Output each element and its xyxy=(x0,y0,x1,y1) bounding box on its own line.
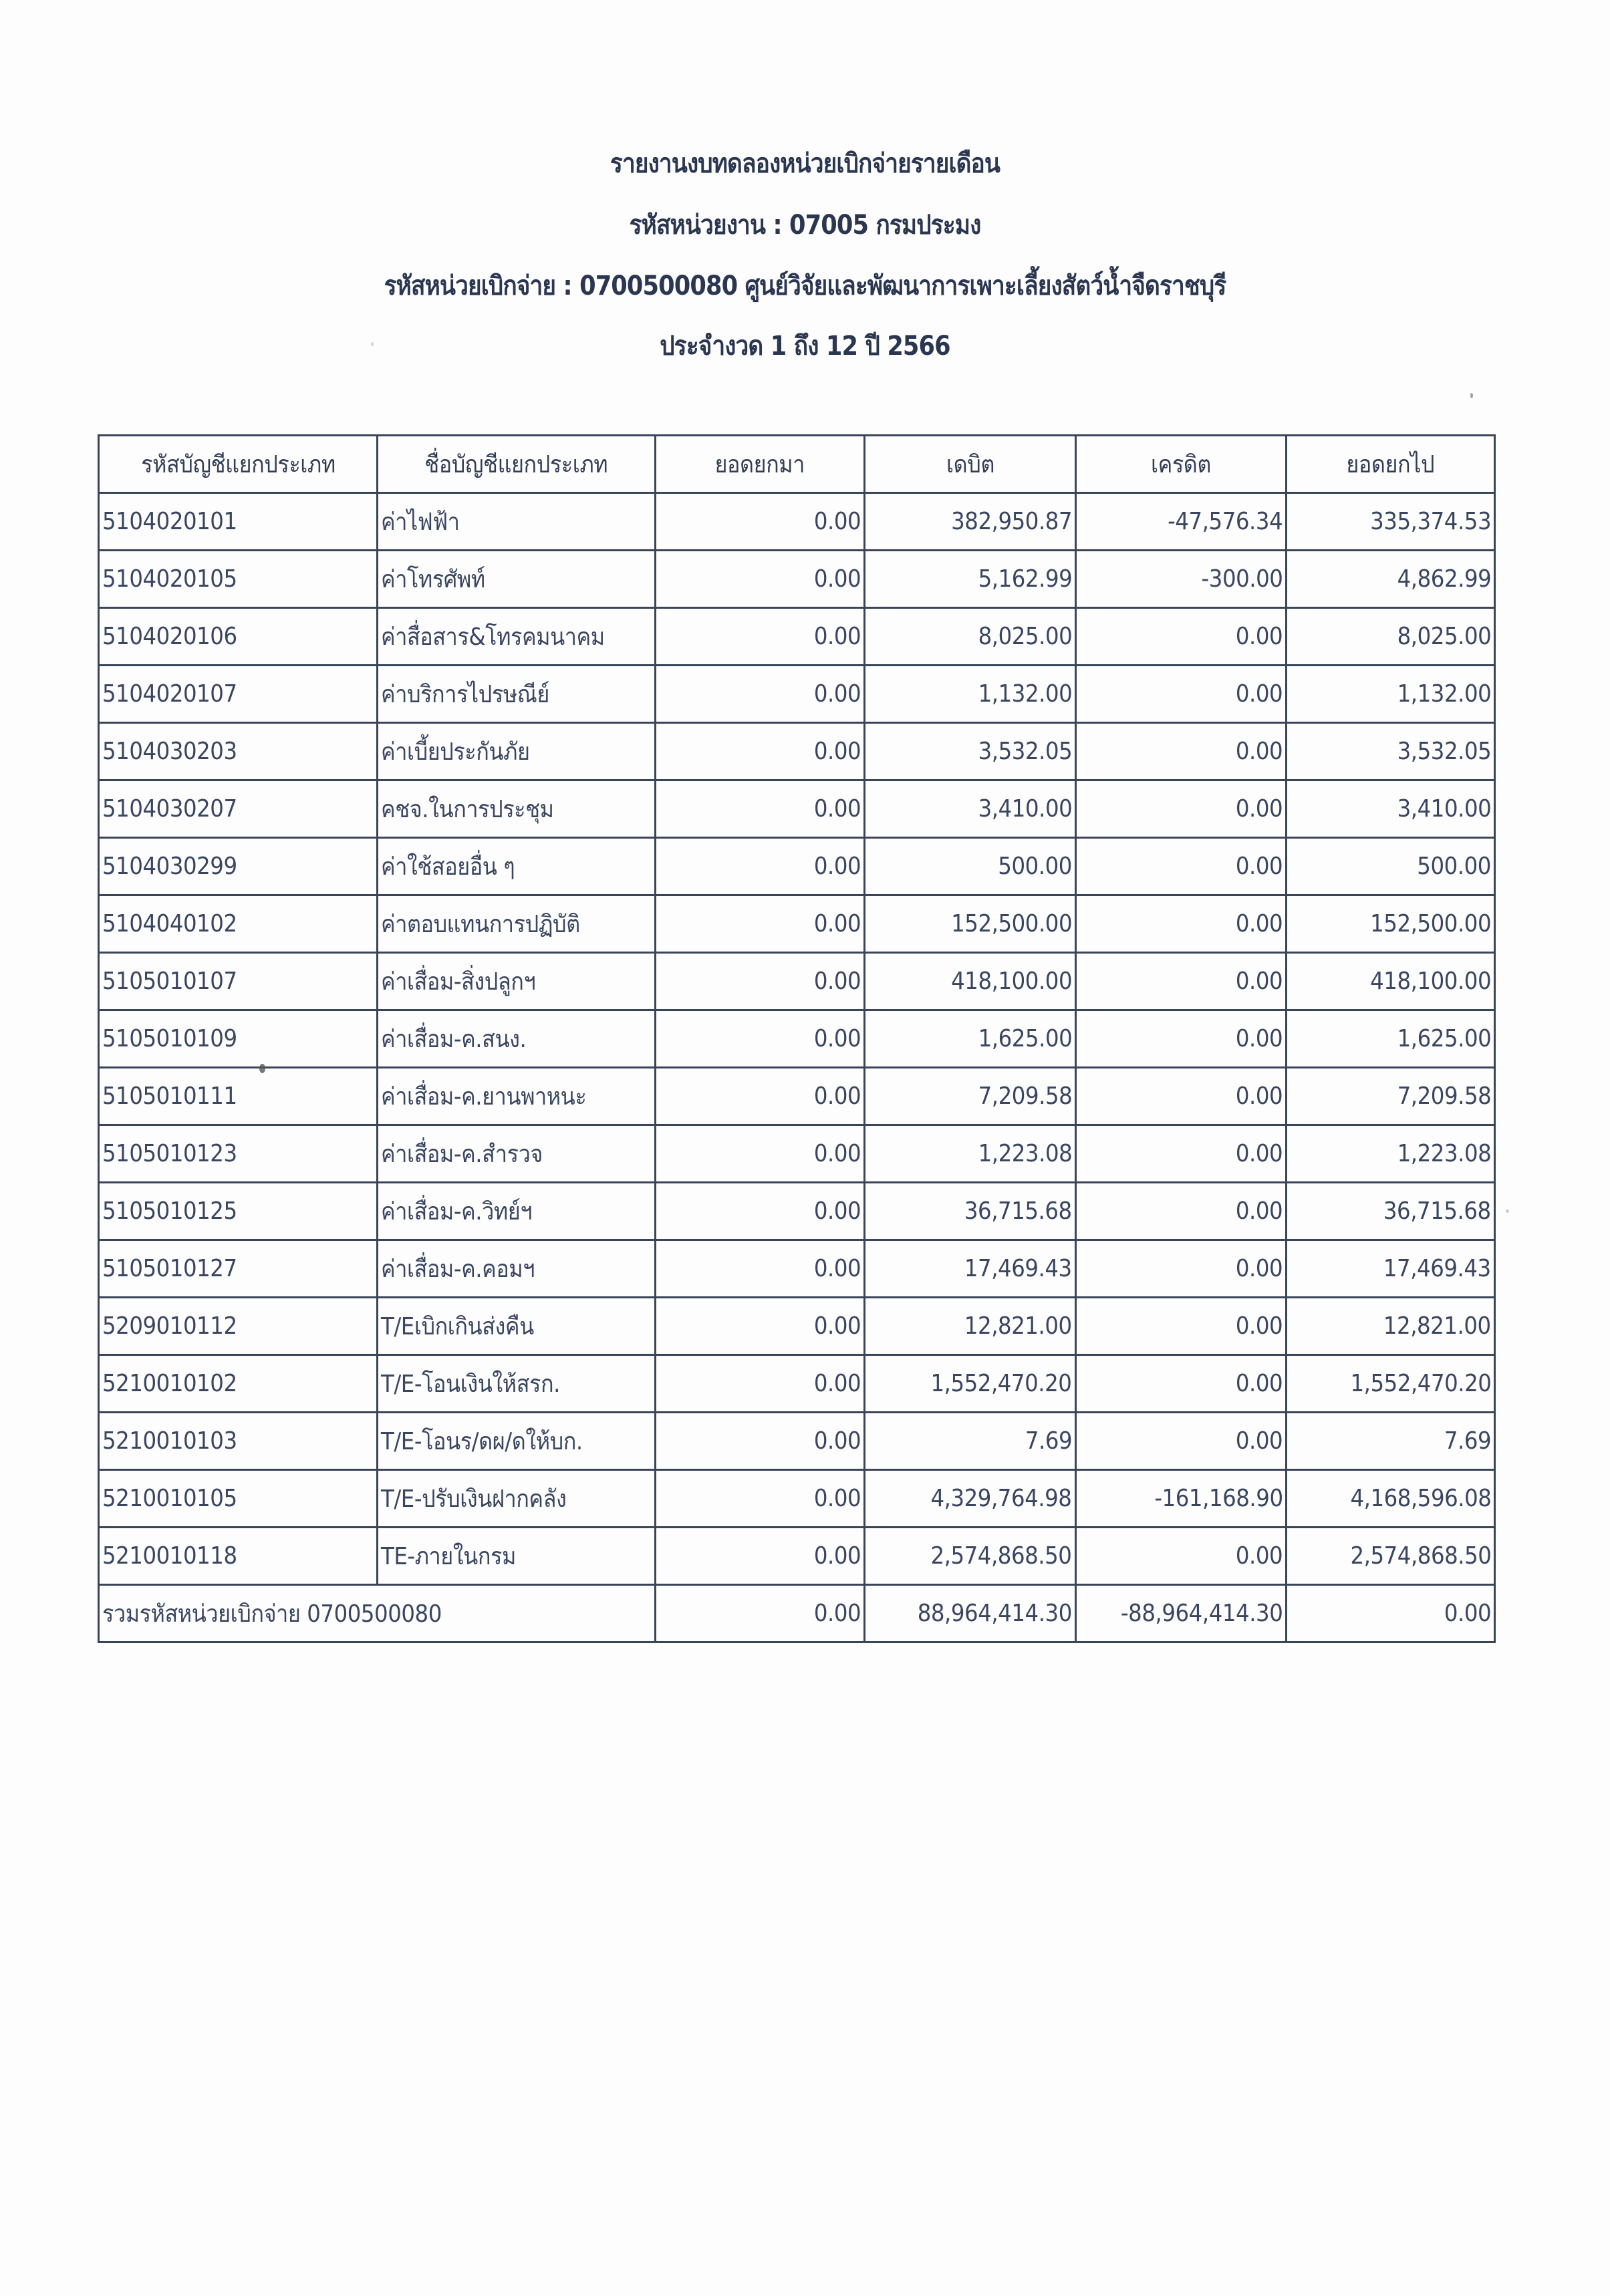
header-credit: เครดิต xyxy=(1075,436,1287,493)
cell-account-name: ค่าไฟฟ้า xyxy=(378,493,655,551)
cell-account-code: 5104020105 xyxy=(99,551,378,608)
header-debit: เดบิต xyxy=(865,436,1076,493)
cell-brought-forward: 0.00 xyxy=(655,1528,865,1585)
cell-brought-forward: 0.00 xyxy=(655,551,865,608)
table-row xyxy=(99,666,1495,723)
cell-brought-forward: 0.00 xyxy=(655,1125,865,1183)
period-line: ประจำงวด 1 ถึง 12 ปี 2566 xyxy=(660,331,950,362)
cell-brought-forward: 0.00 xyxy=(655,608,865,666)
cell-account-code: 5105010125 xyxy=(99,1183,378,1240)
total-label: รวมรหัสหน่วยเบิกจ่าย 0700500080 xyxy=(99,1585,656,1642)
cell-account-name: ค่าเสื่อม-ค.วิทย์ฯ xyxy=(378,1183,655,1240)
cell-carried-forward: 1,625.00 xyxy=(1287,1010,1495,1068)
table-row xyxy=(99,1528,1495,1585)
cell-debit: 500.00 xyxy=(865,838,1076,895)
cell-account-name: T/E-โอนเงินให้สรก. xyxy=(378,1355,655,1413)
cell-account-code: 5209010112 xyxy=(99,1298,378,1355)
table-row xyxy=(99,1010,1495,1068)
cell-carried-forward: 7.69 xyxy=(1287,1413,1495,1470)
cell-debit: 152,500.00 xyxy=(865,895,1076,953)
cell-account-code: 5105010107 xyxy=(99,953,378,1010)
cell-brought-forward: 0.00 xyxy=(655,1010,865,1068)
cell-debit: 418,100.00 xyxy=(865,953,1076,1010)
cell-account-code: 5105010109 xyxy=(99,1010,378,1068)
cell-carried-forward: 3,410.00 xyxy=(1287,780,1495,838)
cell-account-code: 5210010102 xyxy=(99,1355,378,1413)
cell-account-name: คชจ.ในการประชุม xyxy=(378,780,655,838)
cell-credit: 0.00 xyxy=(1075,723,1287,780)
table-row xyxy=(99,1298,1495,1355)
cell-debit: 1,223.08 xyxy=(865,1125,1076,1183)
cell-debit: 12,821.00 xyxy=(865,1298,1076,1355)
cell-carried-forward: 36,715.68 xyxy=(1287,1183,1495,1240)
cell-credit: 0.00 xyxy=(1075,1528,1287,1585)
cell-carried-forward: 500.00 xyxy=(1287,838,1495,895)
table-row xyxy=(99,838,1495,895)
cell-credit: 0.00 xyxy=(1075,895,1287,953)
total-debit: 88,964,414.30 xyxy=(865,1585,1076,1642)
cell-credit: -161,168.90 xyxy=(1075,1470,1287,1528)
cell-brought-forward: 0.00 xyxy=(655,953,865,1010)
cell-carried-forward: 7,209.58 xyxy=(1287,1068,1495,1125)
scan-speck xyxy=(259,1064,265,1073)
cell-account-name: ค่าเสื่อม-ค.ยานพาหนะ xyxy=(378,1068,655,1125)
cell-brought-forward: 0.00 xyxy=(655,895,865,953)
cell-carried-forward: 4,168,596.08 xyxy=(1287,1470,1495,1528)
cell-credit: 0.00 xyxy=(1075,1355,1287,1413)
cell-brought-forward: 0.00 xyxy=(655,838,865,895)
header-brought-forward: ยอดยกมา xyxy=(655,436,865,493)
cell-brought-forward: 0.00 xyxy=(655,723,865,780)
cell-brought-forward: 0.00 xyxy=(655,780,865,838)
cell-carried-forward: 8,025.00 xyxy=(1287,608,1495,666)
agency-code-line: รหัสหน่วยงาน : 07005 กรมประมง xyxy=(629,210,981,241)
cell-credit: 0.00 xyxy=(1075,666,1287,723)
cell-debit: 8,025.00 xyxy=(865,608,1076,666)
cell-account-code: 5104030203 xyxy=(99,723,378,780)
total-credit: -88,964,414.30 xyxy=(1075,1585,1287,1642)
cell-account-code: 5210010118 xyxy=(99,1528,378,1585)
cell-account-code: 5210010105 xyxy=(99,1470,378,1528)
cell-account-name: ค่าโทรศัพท์ xyxy=(378,551,655,608)
cell-brought-forward: 0.00 xyxy=(655,493,865,551)
trial-balance-table xyxy=(98,434,1496,1643)
cell-debit: 1,625.00 xyxy=(865,1010,1076,1068)
cell-credit: 0.00 xyxy=(1075,1413,1287,1470)
cell-brought-forward: 0.00 xyxy=(655,1298,865,1355)
table-row xyxy=(99,1183,1495,1240)
report-title: รายงานงบทดลองหน่วยเบิกจ่ายรายเดือน xyxy=(610,148,1000,179)
cell-debit: 3,410.00 xyxy=(865,780,1076,838)
table-row xyxy=(99,1355,1495,1413)
table-row xyxy=(99,1125,1495,1183)
cell-account-name: ค่าเสื่อม-ค.สำรวจ xyxy=(378,1125,655,1183)
scan-speck xyxy=(1470,393,1473,398)
cell-carried-forward: 335,374.53 xyxy=(1287,493,1495,551)
cell-debit: 5,162.99 xyxy=(865,551,1076,608)
cell-brought-forward: 0.00 xyxy=(655,1355,865,1413)
cell-carried-forward: 1,552,470.20 xyxy=(1287,1355,1495,1413)
cell-account-name: T/E-โอนร/ดผ/ดให้บก. xyxy=(378,1413,655,1470)
cell-account-code: 5104020106 xyxy=(99,608,378,666)
cell-credit: -47,576.34 xyxy=(1075,493,1287,551)
table-row xyxy=(99,551,1495,608)
cell-debit: 3,532.05 xyxy=(865,723,1076,780)
table-row xyxy=(99,953,1495,1010)
table-row xyxy=(99,723,1495,780)
cell-account-code: 5104040102 xyxy=(99,895,378,953)
cell-brought-forward: 0.00 xyxy=(655,1470,865,1528)
table-row xyxy=(99,895,1495,953)
cell-credit: 0.00 xyxy=(1075,1010,1287,1068)
cell-debit: 4,329,764.98 xyxy=(865,1470,1076,1528)
table-row xyxy=(99,1413,1495,1470)
table-row xyxy=(99,1470,1495,1528)
cell-account-name: ค่าบริการไปรษณีย์ xyxy=(378,666,655,723)
cell-carried-forward: 418,100.00 xyxy=(1287,953,1495,1010)
cell-account-code: 5104030299 xyxy=(99,838,378,895)
cell-debit: 1,552,470.20 xyxy=(865,1355,1076,1413)
cell-brought-forward: 0.00 xyxy=(655,1413,865,1470)
cell-carried-forward: 17,469.43 xyxy=(1287,1240,1495,1298)
cell-account-name: ค่าใช้สอยอื่น ๆ xyxy=(378,838,655,895)
cell-carried-forward: 12,821.00 xyxy=(1287,1298,1495,1355)
cell-credit: 0.00 xyxy=(1075,608,1287,666)
cell-debit: 7,209.58 xyxy=(865,1068,1076,1125)
cell-account-name: ค่าเสื่อม-สิ่งปลูกฯ xyxy=(378,953,655,1010)
cell-brought-forward: 0.00 xyxy=(655,666,865,723)
cell-debit: 36,715.68 xyxy=(865,1183,1076,1240)
table-row xyxy=(99,493,1495,551)
table-row xyxy=(99,780,1495,838)
cell-carried-forward: 4,862.99 xyxy=(1287,551,1495,608)
cell-debit: 382,950.87 xyxy=(865,493,1076,551)
cell-account-code: 5210010103 xyxy=(99,1413,378,1470)
header-account-code: รหัสบัญชีแยกประเภท xyxy=(99,436,378,493)
cell-credit: 0.00 xyxy=(1075,1183,1287,1240)
cell-brought-forward: 0.00 xyxy=(655,1240,865,1298)
cell-account-code: 5104020107 xyxy=(99,666,378,723)
cell-account-code: 5105010123 xyxy=(99,1125,378,1183)
cell-credit: 0.00 xyxy=(1075,780,1287,838)
table-header-row xyxy=(99,436,1495,493)
cell-carried-forward: 3,532.05 xyxy=(1287,723,1495,780)
cell-account-code: 5104020101 xyxy=(99,493,378,551)
cell-carried-forward: 1,223.08 xyxy=(1287,1125,1495,1183)
cell-account-code: 5104030207 xyxy=(99,780,378,838)
cell-carried-forward: 2,574,868.50 xyxy=(1287,1528,1495,1585)
cell-carried-forward: 1,132.00 xyxy=(1287,666,1495,723)
cell-credit: 0.00 xyxy=(1075,1068,1287,1125)
scan-speck xyxy=(371,342,374,346)
cell-credit: -300.00 xyxy=(1075,551,1287,608)
cell-account-name: ค่าตอบแทนการปฏิบัติ xyxy=(378,895,655,953)
cell-credit: 0.00 xyxy=(1075,1298,1287,1355)
cell-debit: 2,574,868.50 xyxy=(865,1528,1076,1585)
cell-account-name: T/Eเบิกเกินส่งคืน xyxy=(378,1298,655,1355)
scan-speck xyxy=(1506,1209,1509,1213)
cell-debit: 1,132.00 xyxy=(865,666,1076,723)
table-row xyxy=(99,1240,1495,1298)
cell-account-name: ค่าสื่อสาร&โทรคมนาคม xyxy=(378,608,655,666)
cell-brought-forward: 0.00 xyxy=(655,1068,865,1125)
disbursing-unit-line: รหัสหน่วยเบิกจ่าย : 0700500080 ศูนย์วิจัยและพัฒนาการเพาะเลี้ยงสัตว์น้ำจืดราชบุรี xyxy=(384,271,1226,301)
cell-credit: 0.00 xyxy=(1075,1240,1287,1298)
total-brought-forward: 0.00 xyxy=(655,1585,865,1642)
cell-credit: 0.00 xyxy=(1075,1125,1287,1183)
total-row xyxy=(99,1585,1495,1642)
header-carried-forward: ยอดยกไป xyxy=(1287,436,1495,493)
total-carried-forward: 0.00 xyxy=(1287,1585,1495,1642)
cell-credit: 0.00 xyxy=(1075,953,1287,1010)
table-row xyxy=(99,1068,1495,1125)
cell-account-name: TE-ภายในกรม xyxy=(378,1528,655,1585)
cell-credit: 0.00 xyxy=(1075,838,1287,895)
cell-brought-forward: 0.00 xyxy=(655,1183,865,1240)
cell-account-code: 5105010111 xyxy=(99,1068,378,1125)
cell-debit: 7.69 xyxy=(865,1413,1076,1470)
cell-account-name: ค่าเบี้ยประกันภัย xyxy=(378,723,655,780)
cell-account-name: ค่าเสื่อม-ค.สนง. xyxy=(378,1010,655,1068)
table-body xyxy=(99,493,1495,1585)
cell-account-name: T/E-ปรับเงินฝากคลัง xyxy=(378,1470,655,1528)
cell-account-code: 5105010127 xyxy=(99,1240,378,1298)
cell-debit: 17,469.43 xyxy=(865,1240,1076,1298)
cell-account-name: ค่าเสื่อม-ค.คอมฯ xyxy=(378,1240,655,1298)
cell-carried-forward: 152,500.00 xyxy=(1287,895,1495,953)
table-row xyxy=(99,608,1495,666)
header-account-name: ชื่อบัญชีแยกประเภท xyxy=(378,436,655,493)
